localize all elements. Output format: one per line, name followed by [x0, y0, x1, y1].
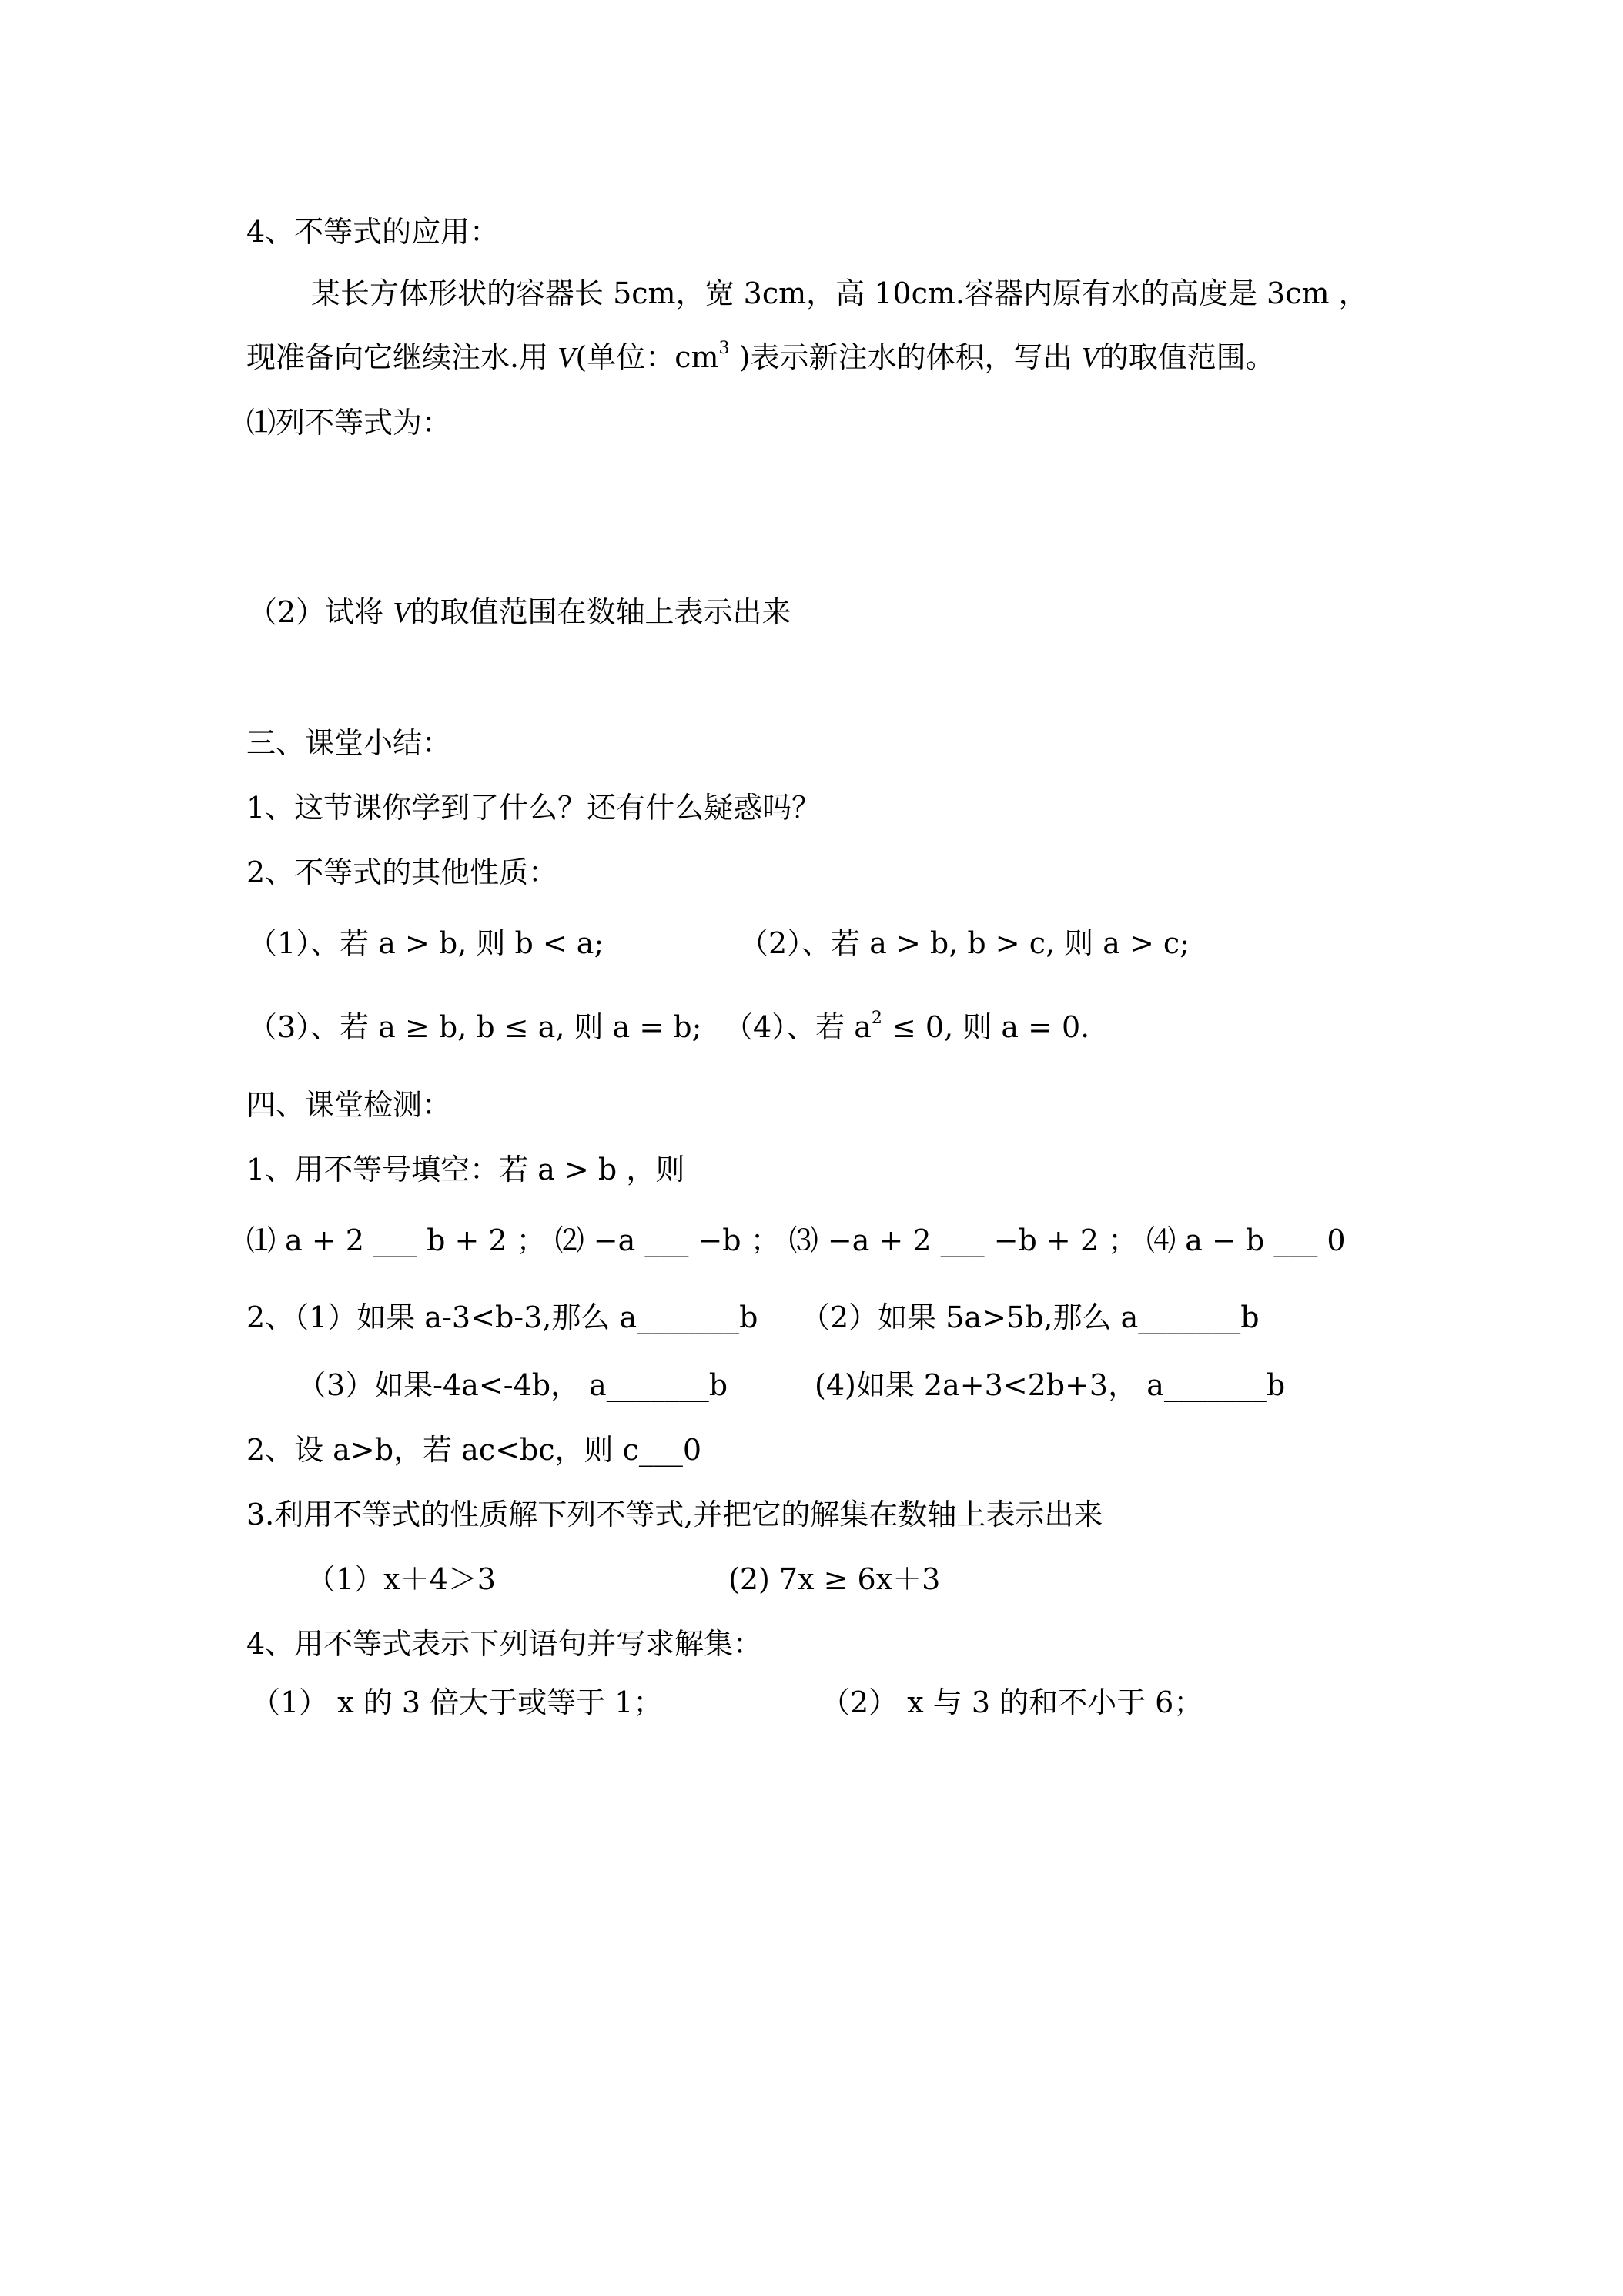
property-1: （1）、若 a > b, 则 b < a;	[248, 926, 604, 960]
property-2: （2）、若 a > b, b > c, 则 a > c;	[739, 926, 1190, 960]
check-heading: 四、课堂检测：	[246, 1088, 452, 1122]
problem-text: 现准备向它继续注水.用	[246, 340, 558, 374]
check-question-2-extra: 2、设 a>b，若 ac<bc，则 c___0	[246, 1433, 702, 1467]
problem-text: 的取值范围。	[1099, 340, 1275, 374]
superscript: 3	[718, 339, 730, 358]
question-text: 的取值范围在数轴上表示出来	[410, 595, 791, 629]
check-question-3: 3.利用不等式的性质解下列不等式,并把它的解集在数轴上表示出来	[246, 1498, 1103, 1531]
summary-item-1: 1、这节课你学到了什么？还有什么疑惑吗？	[246, 791, 822, 825]
check-question-1-items: ⑴ a + 2 ___ b + 2 ； ⑵ −a ___ −b ； ⑶ −a + 2 ___ −b + 2 ； ⑷ a − b ___ 0	[246, 1223, 1346, 1257]
superscript: 2	[871, 1009, 882, 1028]
check-question-4: 4、用不等式表示下列语句并写求解集：	[246, 1627, 763, 1661]
problem-line-1: 某长方体形状的容器长 5cm，宽 3cm，高 10cm.容器内原有水的高度是 3cm ，	[311, 276, 1368, 310]
question-text: （2）试将	[248, 595, 393, 629]
property-3: （3）、若 a ≥ b, b ≤ a, 则 a = b;	[248, 1010, 702, 1044]
check-question-3-a: （1）x＋4＞3	[306, 1562, 496, 1596]
check-question-2-part-3: （3）如果-4a<-4b， a_______b	[297, 1368, 728, 1402]
check-question-2-part-2: （2）如果 5a>5b,那么 a_______b	[801, 1300, 1260, 1334]
problem-text: (单位：cm	[575, 340, 719, 374]
check-question-1: 1、用不等号填空：若 a > b ，则	[246, 1153, 685, 1186]
summary-heading: 三、课堂小结：	[246, 726, 452, 760]
property-text: （4）、若 a	[724, 1010, 872, 1044]
property-text: ≤ 0, 则 a = 0.	[882, 1010, 1090, 1044]
variable-v: V	[557, 342, 576, 374]
check-question-2-part-1: 2、（1）如果 a-3<b-3,那么 a_______b	[246, 1300, 758, 1334]
problem-line-2	[246, 339, 1275, 374]
check-question-4-a: （1） x 的 3 倍大于或等于 1；	[251, 1685, 663, 1719]
check-question-3-b: (2) 7x ≥ 6x＋3	[728, 1562, 941, 1596]
check-question-2-part-4: (4)如果 2a+3<2b+3， a_______b	[815, 1368, 1286, 1402]
property-4	[724, 1009, 1090, 1044]
variable-v: V	[1081, 342, 1099, 374]
section-4-heading: 4、不等式的应用：	[246, 215, 500, 249]
variable-v: V	[393, 597, 411, 629]
question-1: ⑴列不等式为：	[246, 406, 452, 440]
check-question-4-b: （2） x 与 3 的和不小于 6；	[821, 1685, 1203, 1719]
problem-text: )表示新注水的体积，写出	[729, 340, 1082, 374]
summary-item-2: 2、不等式的其他性质：	[246, 855, 558, 889]
question-2	[248, 597, 791, 628]
